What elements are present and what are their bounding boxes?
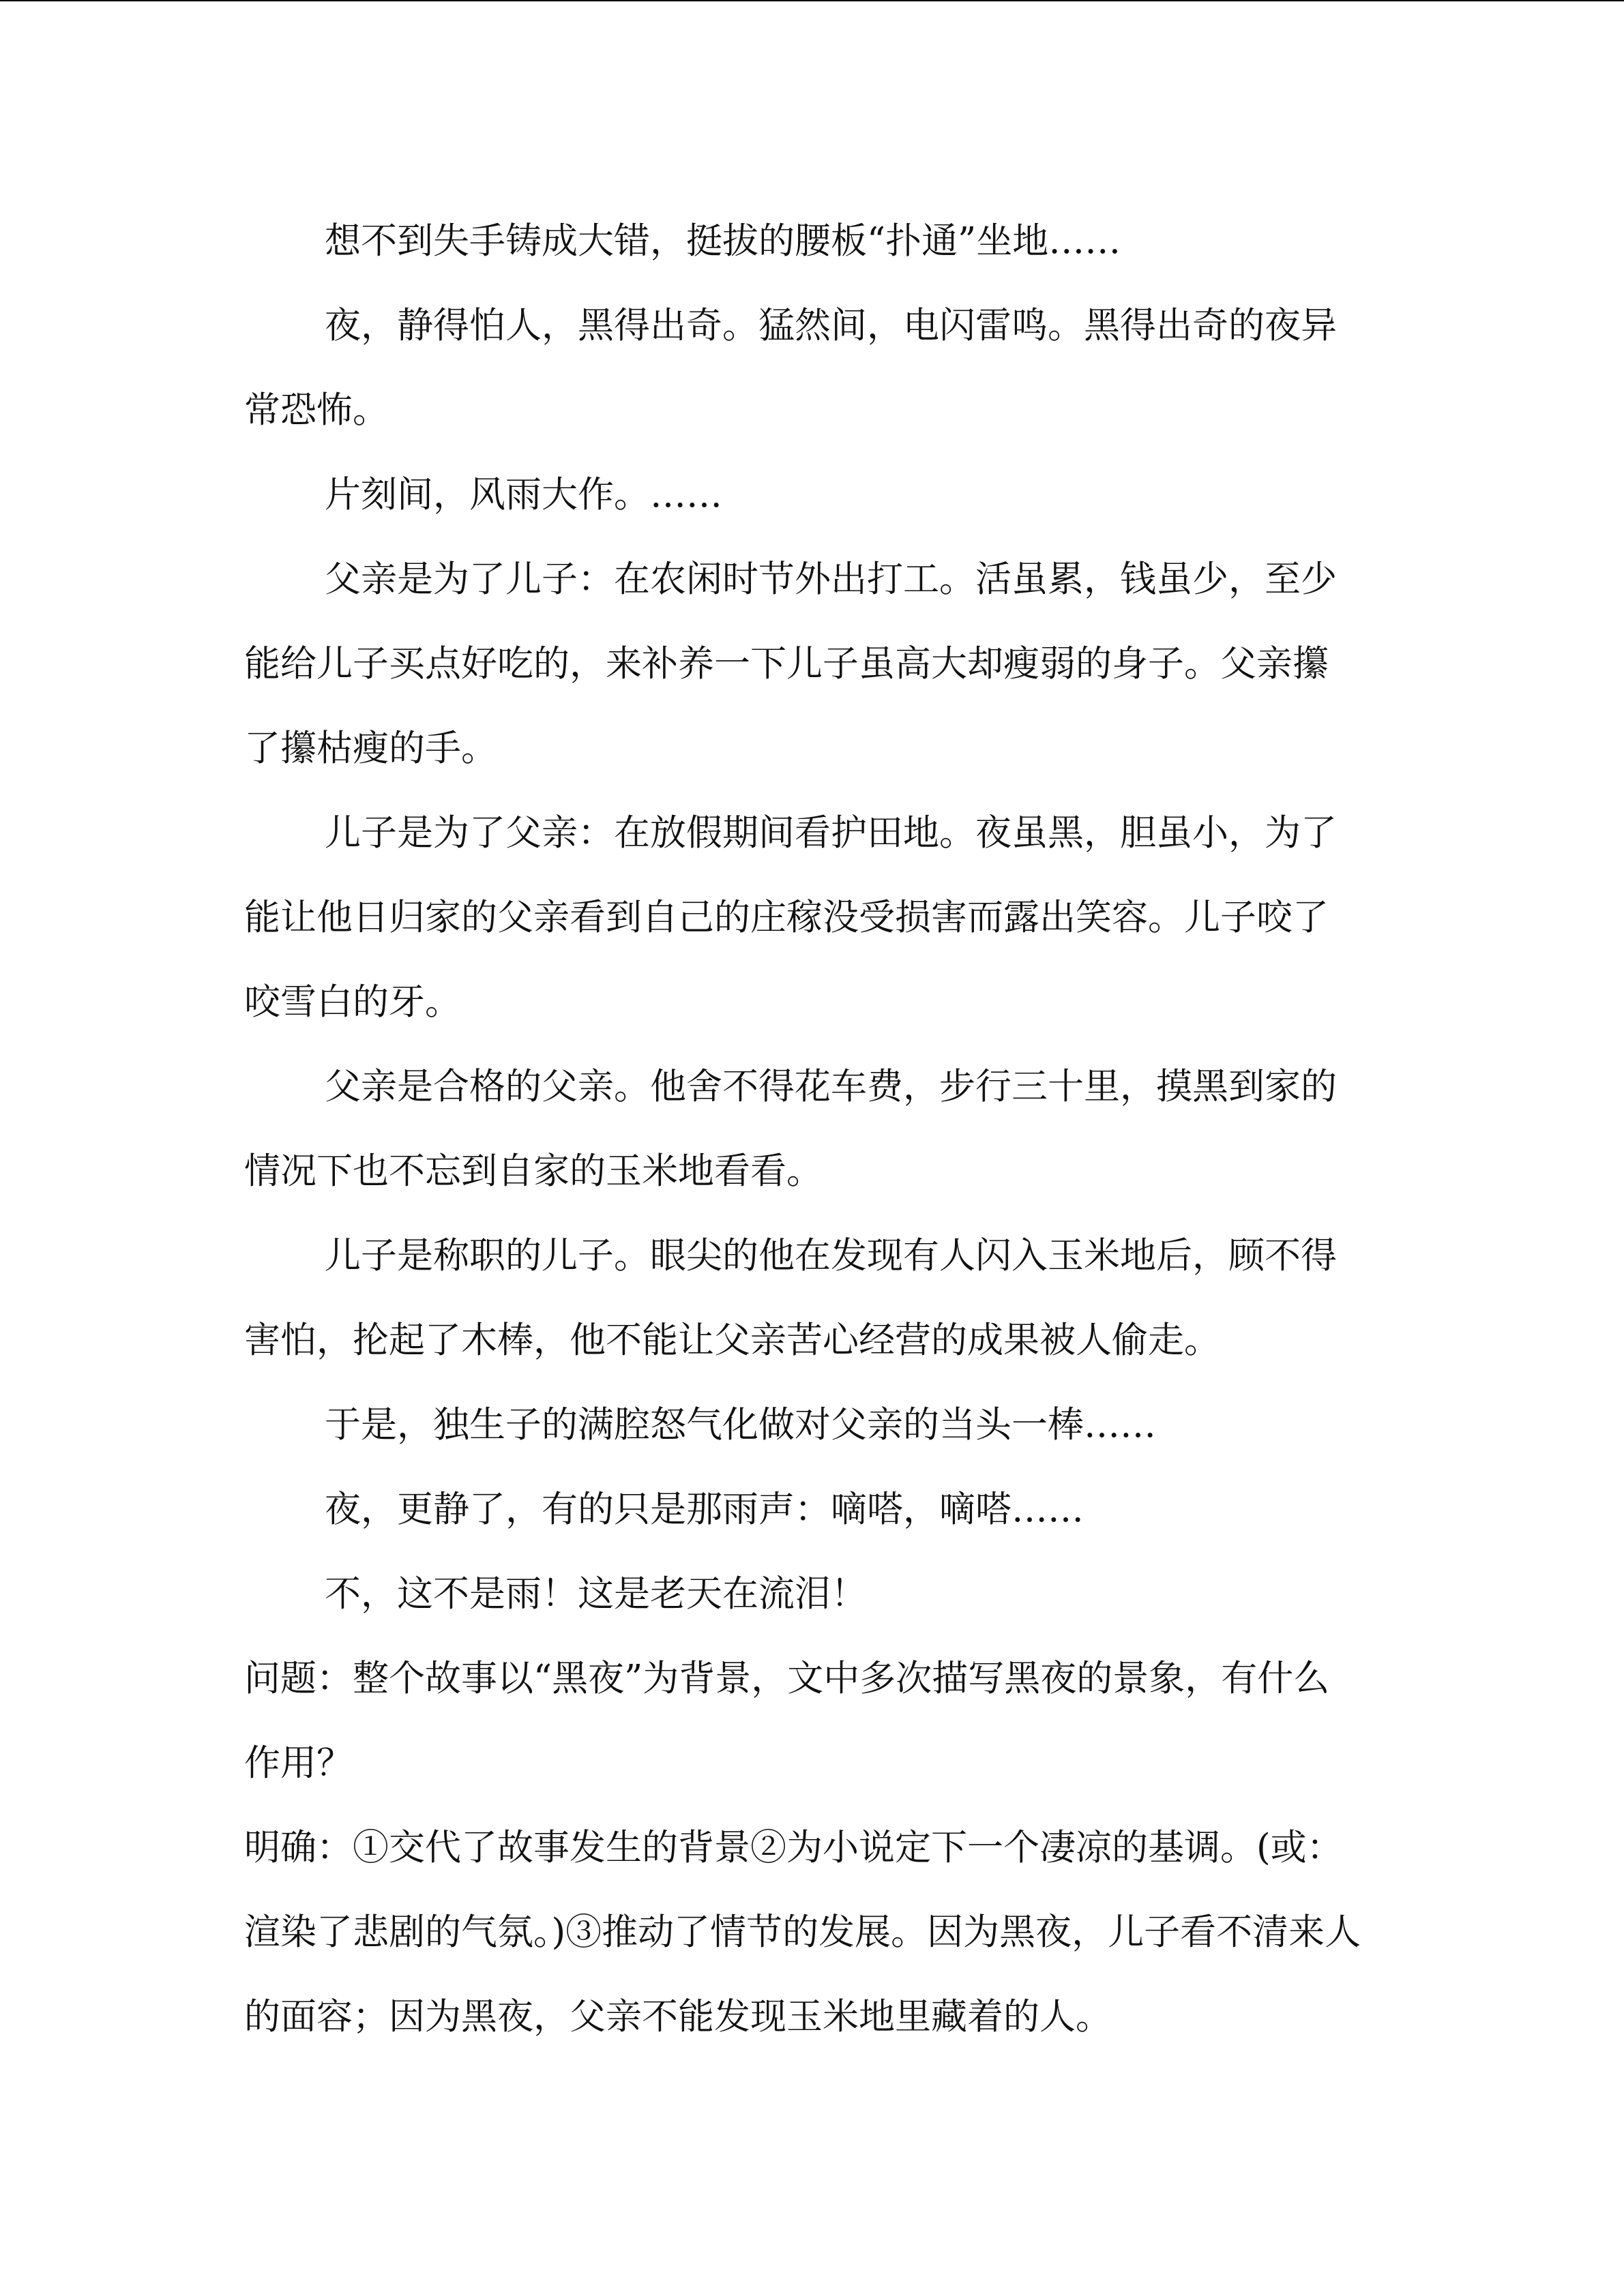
- answer-paragraph: 明确：①交代了故事发生的背景②为小说定下一个凄凉的基调。(或：渲染了悲剧的气氛。)③推动了情节的发展。因为黑夜，儿子看不清来人的面容；因为黑夜，父亲不能发现玉米地里藏着的人。: [244, 1827, 1361, 2038]
- document-body: [244, 199, 1363, 2059]
- story-paragraph-8: 于是，独生子的满腔怒气化做对父亲的当头一棒……: [325, 1404, 1156, 1446]
- story-paragraph-6: 父亲是合格的父亲。他舍不得花车费，步行三十里，摸黑到家的情况下也不忘到自家的玉米地看看。: [244, 1066, 1337, 1192]
- story-paragraph-5: 儿子是为了父亲：在放假期间看护田地。夜虽黑，胆虽小，为了能让他日归家的父亲看到自己的庄稼没受损害而露出笑容。儿子咬了咬雪白的牙。: [244, 812, 1337, 1023]
- story-paragraph-4: 父亲是为了儿子：在农闲时节外出打工。活虽累，钱虽少，至少能给儿子买点好吃的，来补养一下儿子虽高大却瘦弱的身子。父亲攥了攥枯瘦的手。: [244, 558, 1337, 769]
- top-border-line: [0, 0, 1624, 1]
- story-paragraph-1: 想不到失手铸成大错，挺拔的腰板“扑通”坐地……: [325, 220, 1121, 262]
- story-paragraph-9: 夜，更静了，有的只是那雨声：嘀嗒，嘀嗒……: [325, 1489, 1084, 1530]
- story-paragraph-2: 夜，静得怕人，黑得出奇。猛然间，电闪雷鸣。黑得出奇的夜异常恐怖。: [244, 305, 1337, 431]
- question-paragraph: 问题：整个故事以“黑夜”为背景，文中多次描写黑夜的景象，有什么作用？: [244, 1658, 1330, 1784]
- story-paragraph-3: 片刻间，风雨大作。……: [325, 474, 722, 516]
- story-paragraph-10: 不，这不是雨！这是老天在流泪！: [325, 1573, 867, 1615]
- story-paragraph-7: 儿子是称职的儿子。眼尖的他在发现有人闪入玉米地后，顾不得害怕，抡起了木棒，他不能让父亲苦心经营的成果被人偷走。: [244, 1235, 1337, 1361]
